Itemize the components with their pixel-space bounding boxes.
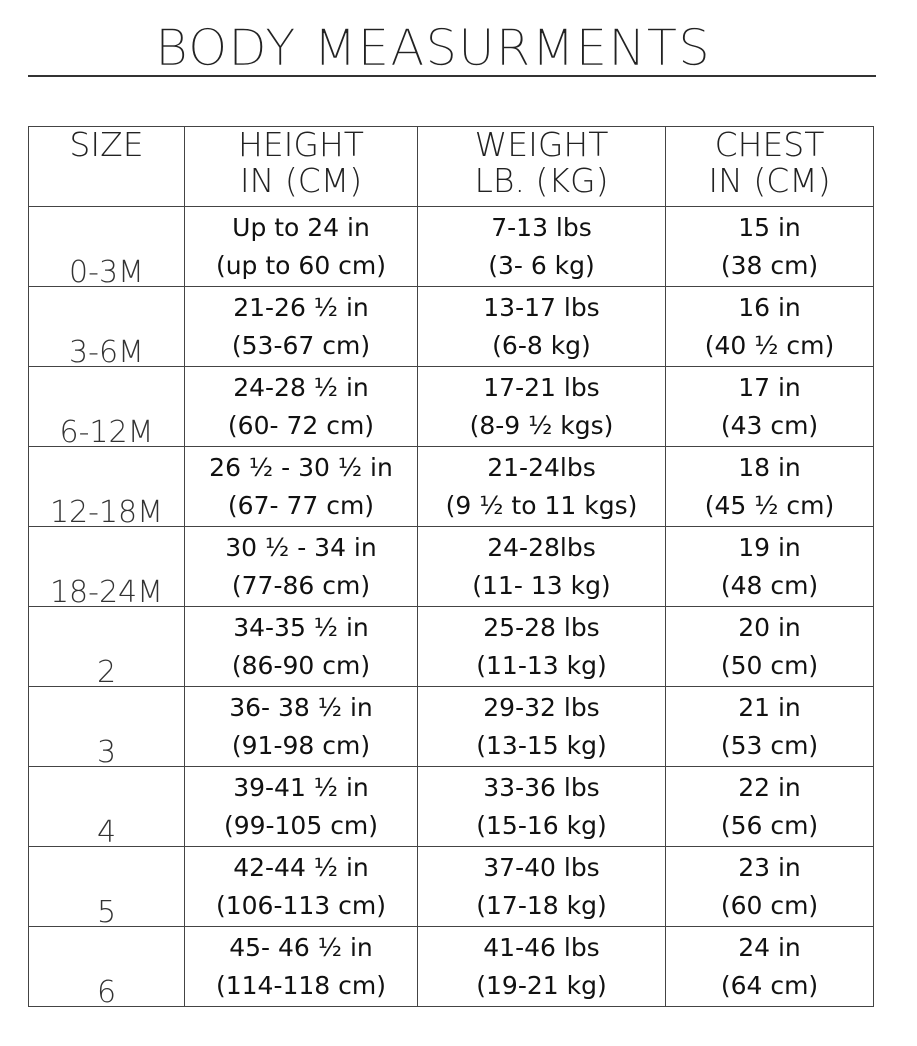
chest-imperial: 18 in	[738, 452, 801, 482]
header-height-label: HEIGHT	[238, 125, 364, 164]
height-cell	[185, 287, 418, 367]
height-imperial: 45- 46 ½ in	[229, 932, 373, 962]
header-chest	[666, 127, 874, 207]
weight-metric: (9 ½ to 11 kgs)	[445, 490, 638, 520]
size-label: 6-12M	[59, 415, 154, 450]
size-cell	[29, 767, 185, 850]
size-label: 4	[96, 815, 117, 850]
weight-cell	[418, 927, 666, 1007]
height-cell	[185, 927, 418, 1007]
size-label: 12-18M	[49, 495, 164, 530]
weight-cell	[418, 607, 666, 687]
chest-cell	[666, 367, 874, 447]
table-row	[29, 607, 874, 687]
height-cell	[185, 767, 418, 847]
size-cell	[29, 447, 185, 530]
weight-imperial: 17-21 lbs	[483, 372, 600, 402]
weight-imperial: 33-36 lbs	[483, 772, 600, 802]
table-row	[29, 367, 874, 447]
weight-imperial: 21-24lbs	[487, 452, 596, 482]
weight-metric: (3- 6 kg)	[488, 250, 595, 280]
size-label: 18-24M	[49, 575, 164, 610]
size-cell	[29, 287, 185, 370]
size-cell	[29, 927, 185, 1010]
header-weight-label: WEIGHT	[474, 125, 609, 164]
weight-metric: (11-13 kg)	[476, 650, 607, 680]
chest-cell	[666, 687, 874, 767]
chest-cell	[666, 207, 874, 287]
height-cell	[185, 447, 418, 527]
weight-cell	[418, 447, 666, 527]
header-height-unit: IN (CM)	[239, 161, 363, 200]
chest-cell	[666, 847, 874, 927]
weight-cell	[418, 287, 666, 367]
height-cell	[185, 367, 418, 447]
header-chest-unit: IN (CM)	[708, 161, 831, 200]
chest-cell	[666, 527, 874, 607]
chest-metric: (53 cm)	[720, 730, 819, 760]
size-cell	[29, 527, 185, 610]
size-label: 5	[96, 895, 117, 930]
header-weight	[418, 127, 666, 207]
chest-cell	[666, 927, 874, 1007]
height-metric: (53-67 cm)	[231, 330, 371, 360]
height-metric: (106-113 cm)	[215, 890, 386, 920]
header-size	[29, 127, 185, 207]
size-label: 2	[96, 655, 117, 690]
chest-imperial: 23 in	[738, 852, 801, 882]
chest-imperial: 24 in	[738, 932, 801, 962]
chest-cell	[666, 287, 874, 367]
chest-metric: (48 cm)	[720, 570, 819, 600]
height-imperial: 30 ½ - 34 in	[225, 532, 377, 562]
chest-metric: (43 cm)	[720, 410, 819, 440]
height-metric: (91-98 cm)	[231, 730, 371, 760]
chest-imperial: 22 in	[738, 772, 801, 802]
chest-metric: (38 cm)	[720, 250, 819, 280]
weight-metric: (19-21 kg)	[476, 970, 607, 1000]
chest-metric: (64 cm)	[720, 970, 819, 1000]
weight-cell	[418, 687, 666, 767]
table-row	[29, 287, 874, 367]
weight-imperial: 7-13 lbs	[491, 212, 592, 242]
height-cell	[185, 687, 418, 767]
weight-cell	[418, 767, 666, 847]
title-divider	[28, 75, 876, 77]
table-body	[29, 207, 874, 1010]
size-label: 3	[96, 735, 117, 770]
header-weight-unit: LB. (KG)	[474, 161, 609, 200]
chest-cell	[666, 767, 874, 847]
size-chart-table	[28, 125, 874, 1010]
table-row	[29, 687, 874, 767]
table-row	[29, 847, 874, 927]
chest-imperial: 15 in	[738, 212, 801, 242]
height-imperial: 36- 38 ½ in	[229, 692, 373, 722]
weight-metric: (17-18 kg)	[476, 890, 607, 920]
height-cell	[185, 207, 418, 287]
chest-metric: (60 cm)	[720, 890, 819, 920]
size-label: 6	[96, 975, 117, 1010]
weight-cell	[418, 367, 666, 447]
height-imperial: 21-26 ½ in	[233, 292, 369, 322]
header-height	[185, 127, 418, 207]
weight-metric: (6-8 kg)	[492, 330, 591, 360]
weight-imperial: 29-32 lbs	[483, 692, 600, 722]
chest-cell	[666, 607, 874, 687]
height-imperial: 24-28 ½ in	[233, 372, 369, 402]
weight-cell	[418, 527, 666, 607]
height-metric: (114-118 cm)	[215, 970, 386, 1000]
weight-imperial: 24-28lbs	[487, 532, 596, 562]
size-cell	[29, 607, 185, 690]
weight-imperial: 41-46 lbs	[483, 932, 600, 962]
chest-cell	[666, 447, 874, 527]
chest-imperial: 20 in	[738, 612, 801, 642]
chest-imperial: 17 in	[738, 372, 801, 402]
height-metric: (77-86 cm)	[231, 570, 371, 600]
height-imperial: Up to 24 in	[232, 212, 370, 242]
size-cell	[29, 687, 185, 770]
chest-metric: (50 cm)	[720, 650, 819, 680]
weight-cell	[418, 847, 666, 927]
table-row	[29, 927, 874, 1007]
table-row	[29, 447, 874, 527]
size-cell	[29, 847, 185, 930]
height-cell	[185, 607, 418, 687]
chest-imperial: 21 in	[738, 692, 801, 722]
table-row	[29, 767, 874, 847]
height-cell	[185, 527, 418, 607]
weight-metric: (13-15 kg)	[476, 730, 607, 760]
weight-imperial: 25-28 lbs	[483, 612, 600, 642]
height-imperial: 26 ½ - 30 ½ in	[209, 452, 393, 482]
weight-metric: (8-9 ½ kgs)	[469, 410, 614, 440]
table-header-row	[29, 127, 874, 207]
height-cell	[185, 847, 418, 927]
weight-cell	[418, 207, 666, 287]
height-imperial: 34-35 ½ in	[233, 612, 369, 642]
header-size-label: SIZE	[69, 125, 144, 164]
height-metric: (67- 77 cm)	[227, 490, 375, 520]
chest-imperial: 16 in	[738, 292, 801, 322]
size-cell	[29, 367, 185, 450]
chest-imperial: 19 in	[738, 532, 801, 562]
height-metric: (up to 60 cm)	[215, 250, 387, 280]
table-row	[29, 207, 874, 287]
size-label: 0-3M	[69, 255, 144, 290]
size-cell	[29, 207, 185, 290]
table-row	[29, 527, 874, 607]
weight-metric: (11- 13 kg)	[472, 570, 611, 600]
size-label: 3-6M	[69, 335, 144, 370]
chest-metric: (40 ½ cm)	[704, 330, 835, 360]
weight-imperial: 13-17 lbs	[483, 292, 600, 322]
weight-imperial: 37-40 lbs	[483, 852, 600, 882]
height-metric: (86-90 cm)	[231, 650, 371, 680]
page-title: BODY MEASURMENTS	[155, 19, 711, 77]
height-imperial: 39-41 ½ in	[233, 772, 369, 802]
chest-metric: (56 cm)	[720, 810, 819, 840]
chest-metric: (45 ½ cm)	[704, 490, 835, 520]
header-chest-label: CHEST	[714, 125, 825, 164]
height-imperial: 42-44 ½ in	[233, 852, 369, 882]
height-metric: (99-105 cm)	[223, 810, 379, 840]
height-metric: (60- 72 cm)	[227, 410, 375, 440]
weight-metric: (15-16 kg)	[476, 810, 607, 840]
